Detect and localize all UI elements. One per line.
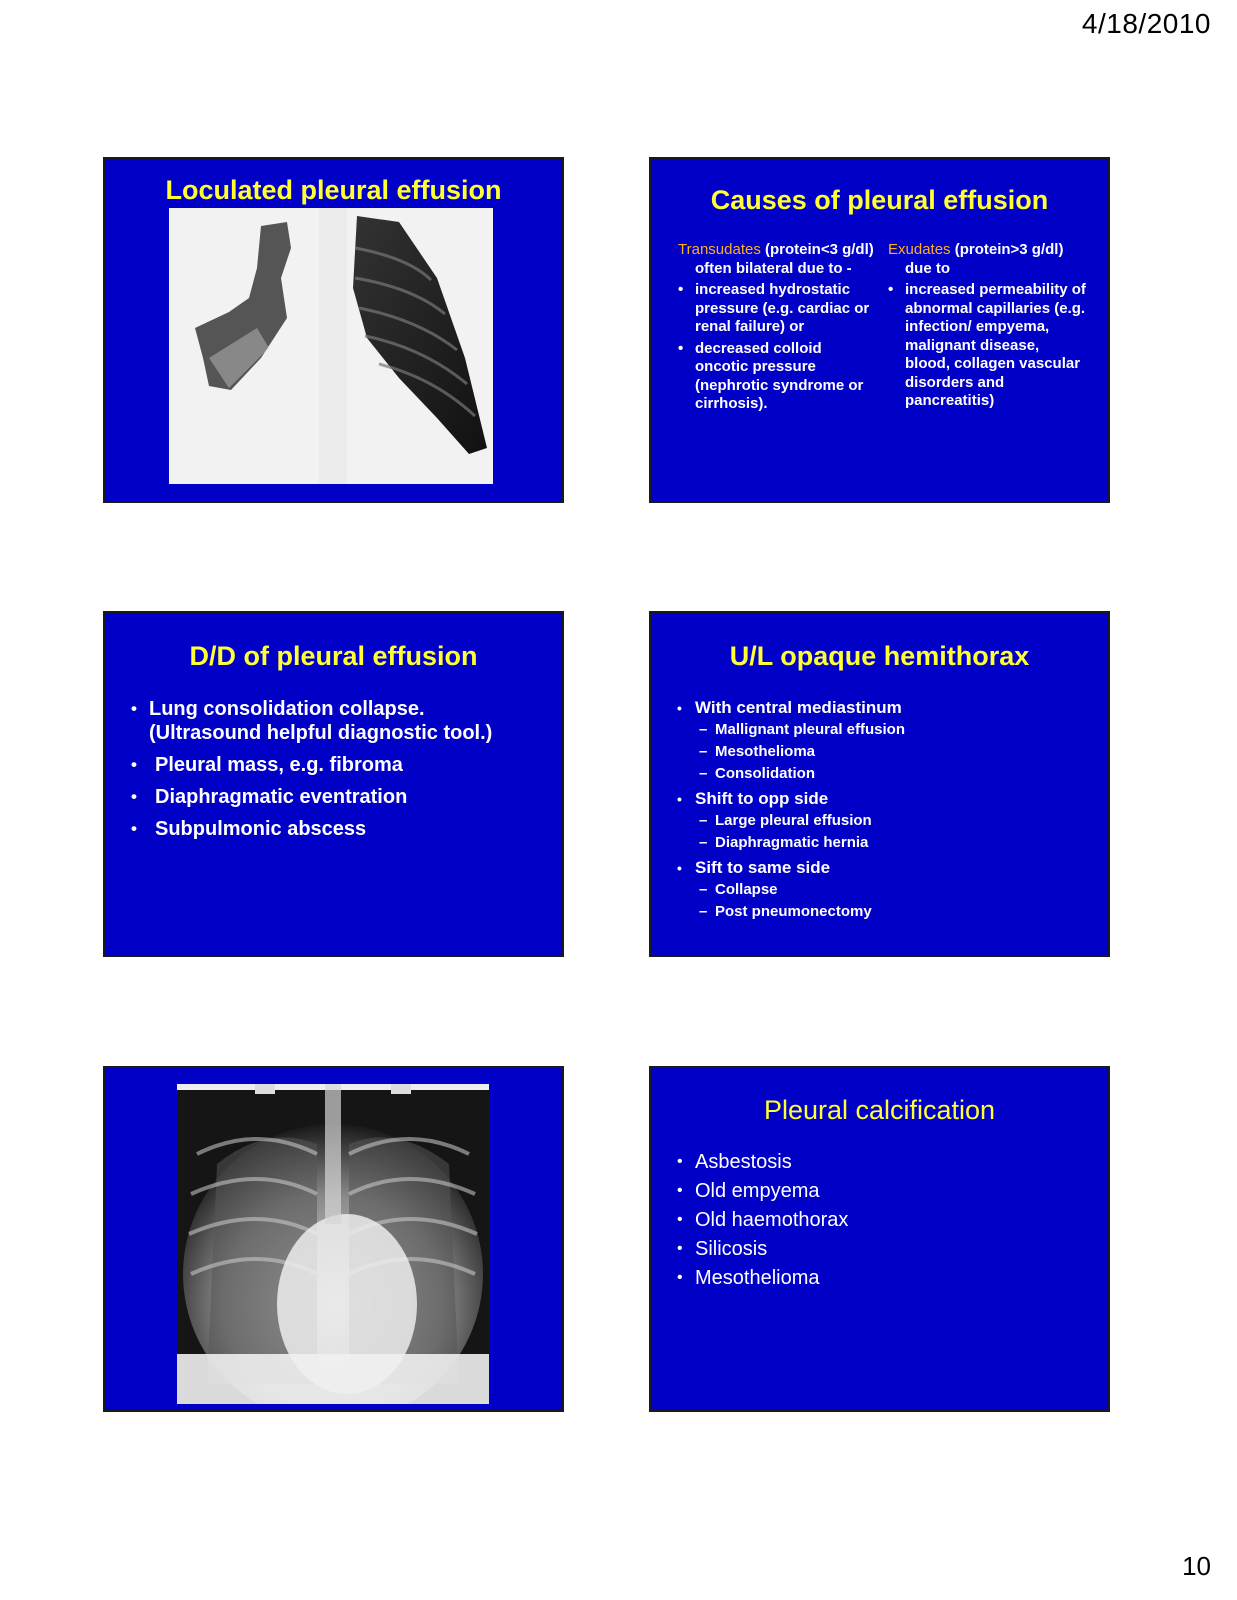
list-item: • decreased colloid oncotic pressure (nephrotic syndrome or cirrhosis). [678,340,878,414]
transudates-heading: Transudates (protein<3 g/dl) often bilateral due to - [678,241,874,277]
list-item: • With central mediastinum [677,697,1097,719]
list-item: • increased hydrostatic pressure (e.g. cardiac or renal failure) or [678,281,878,337]
hemithorax-list [677,697,1097,926]
page-date: 4/18/2010 [1081,8,1211,39]
slide-title: Causes of pleural effusion [710,185,1049,215]
list-group [677,857,1097,923]
chest-xray-image [169,208,493,484]
list-item: • Shift to opp side [677,788,1097,810]
transudates-column [678,241,878,417]
slide-calcification-xray [103,1066,564,1412]
list-item: • Subpulmonic abscess [131,817,551,841]
list-item: • Silicosis [677,1237,1077,1261]
list-item: • Pleural mass, e.g. fibroma [131,753,551,777]
sub-item: – Post pneumonectomy [677,901,1097,923]
list-item: • Asbestosis [677,1150,1077,1174]
dd-list [131,697,551,849]
exudates-column [888,241,1088,414]
sub-item: – Mallignant pleural effusion [677,719,1097,741]
transudates-list [678,281,878,414]
list-item: • Mesothelioma [677,1266,1077,1290]
sub-item: – Collapse [677,879,1097,901]
exudates-list [888,281,1088,411]
exudates-heading: Exudates (protein>3 g/dl) due to [888,241,1064,277]
slide-title: D/D of pleural effusion [189,641,478,671]
slide-title: Pleural calcification [763,1095,996,1125]
sub-item: – Large pleural effusion [677,810,1097,832]
list-item: • Old haemothorax [677,1208,1077,1232]
list-item: • Sift to same side [677,857,1097,879]
page-number: 10 [1182,1551,1211,1581]
list-item: • Old empyema [677,1179,1077,1203]
sub-item: – Mesothelioma [677,741,1097,763]
chest-xray-image [177,1084,489,1404]
sub-item: – Diaphragmatic hernia [677,832,1097,854]
sub-item: – Consolidation [677,763,1097,785]
slide-title: Loculated pleural effusion [165,175,502,205]
list-group [677,697,1097,785]
slide-pleural-calcification [649,1066,1110,1412]
calcification-list [677,1150,1077,1295]
slide-causes-effusion [649,157,1110,503]
list-item: • Lung consolidation collapse. (Ultrasound helpful diagnostic tool.) [131,697,551,745]
slide-opaque-hemithorax [649,611,1110,957]
list-item: • Diaphragmatic eventration [131,785,551,809]
xray-illustration [177,1084,489,1404]
xray-illustration [169,208,493,484]
slide-title: U/L opaque hemithorax [729,641,1030,671]
list-item: • increased permeability of abnormal capillaries (e.g. infection/ empyema, malignant disease, blood, collagen vascular disorders and pancreatitis) [888,281,1088,411]
list-group [677,788,1097,854]
slide-loculated-effusion [103,157,564,503]
slide-dd-effusion [103,611,564,957]
